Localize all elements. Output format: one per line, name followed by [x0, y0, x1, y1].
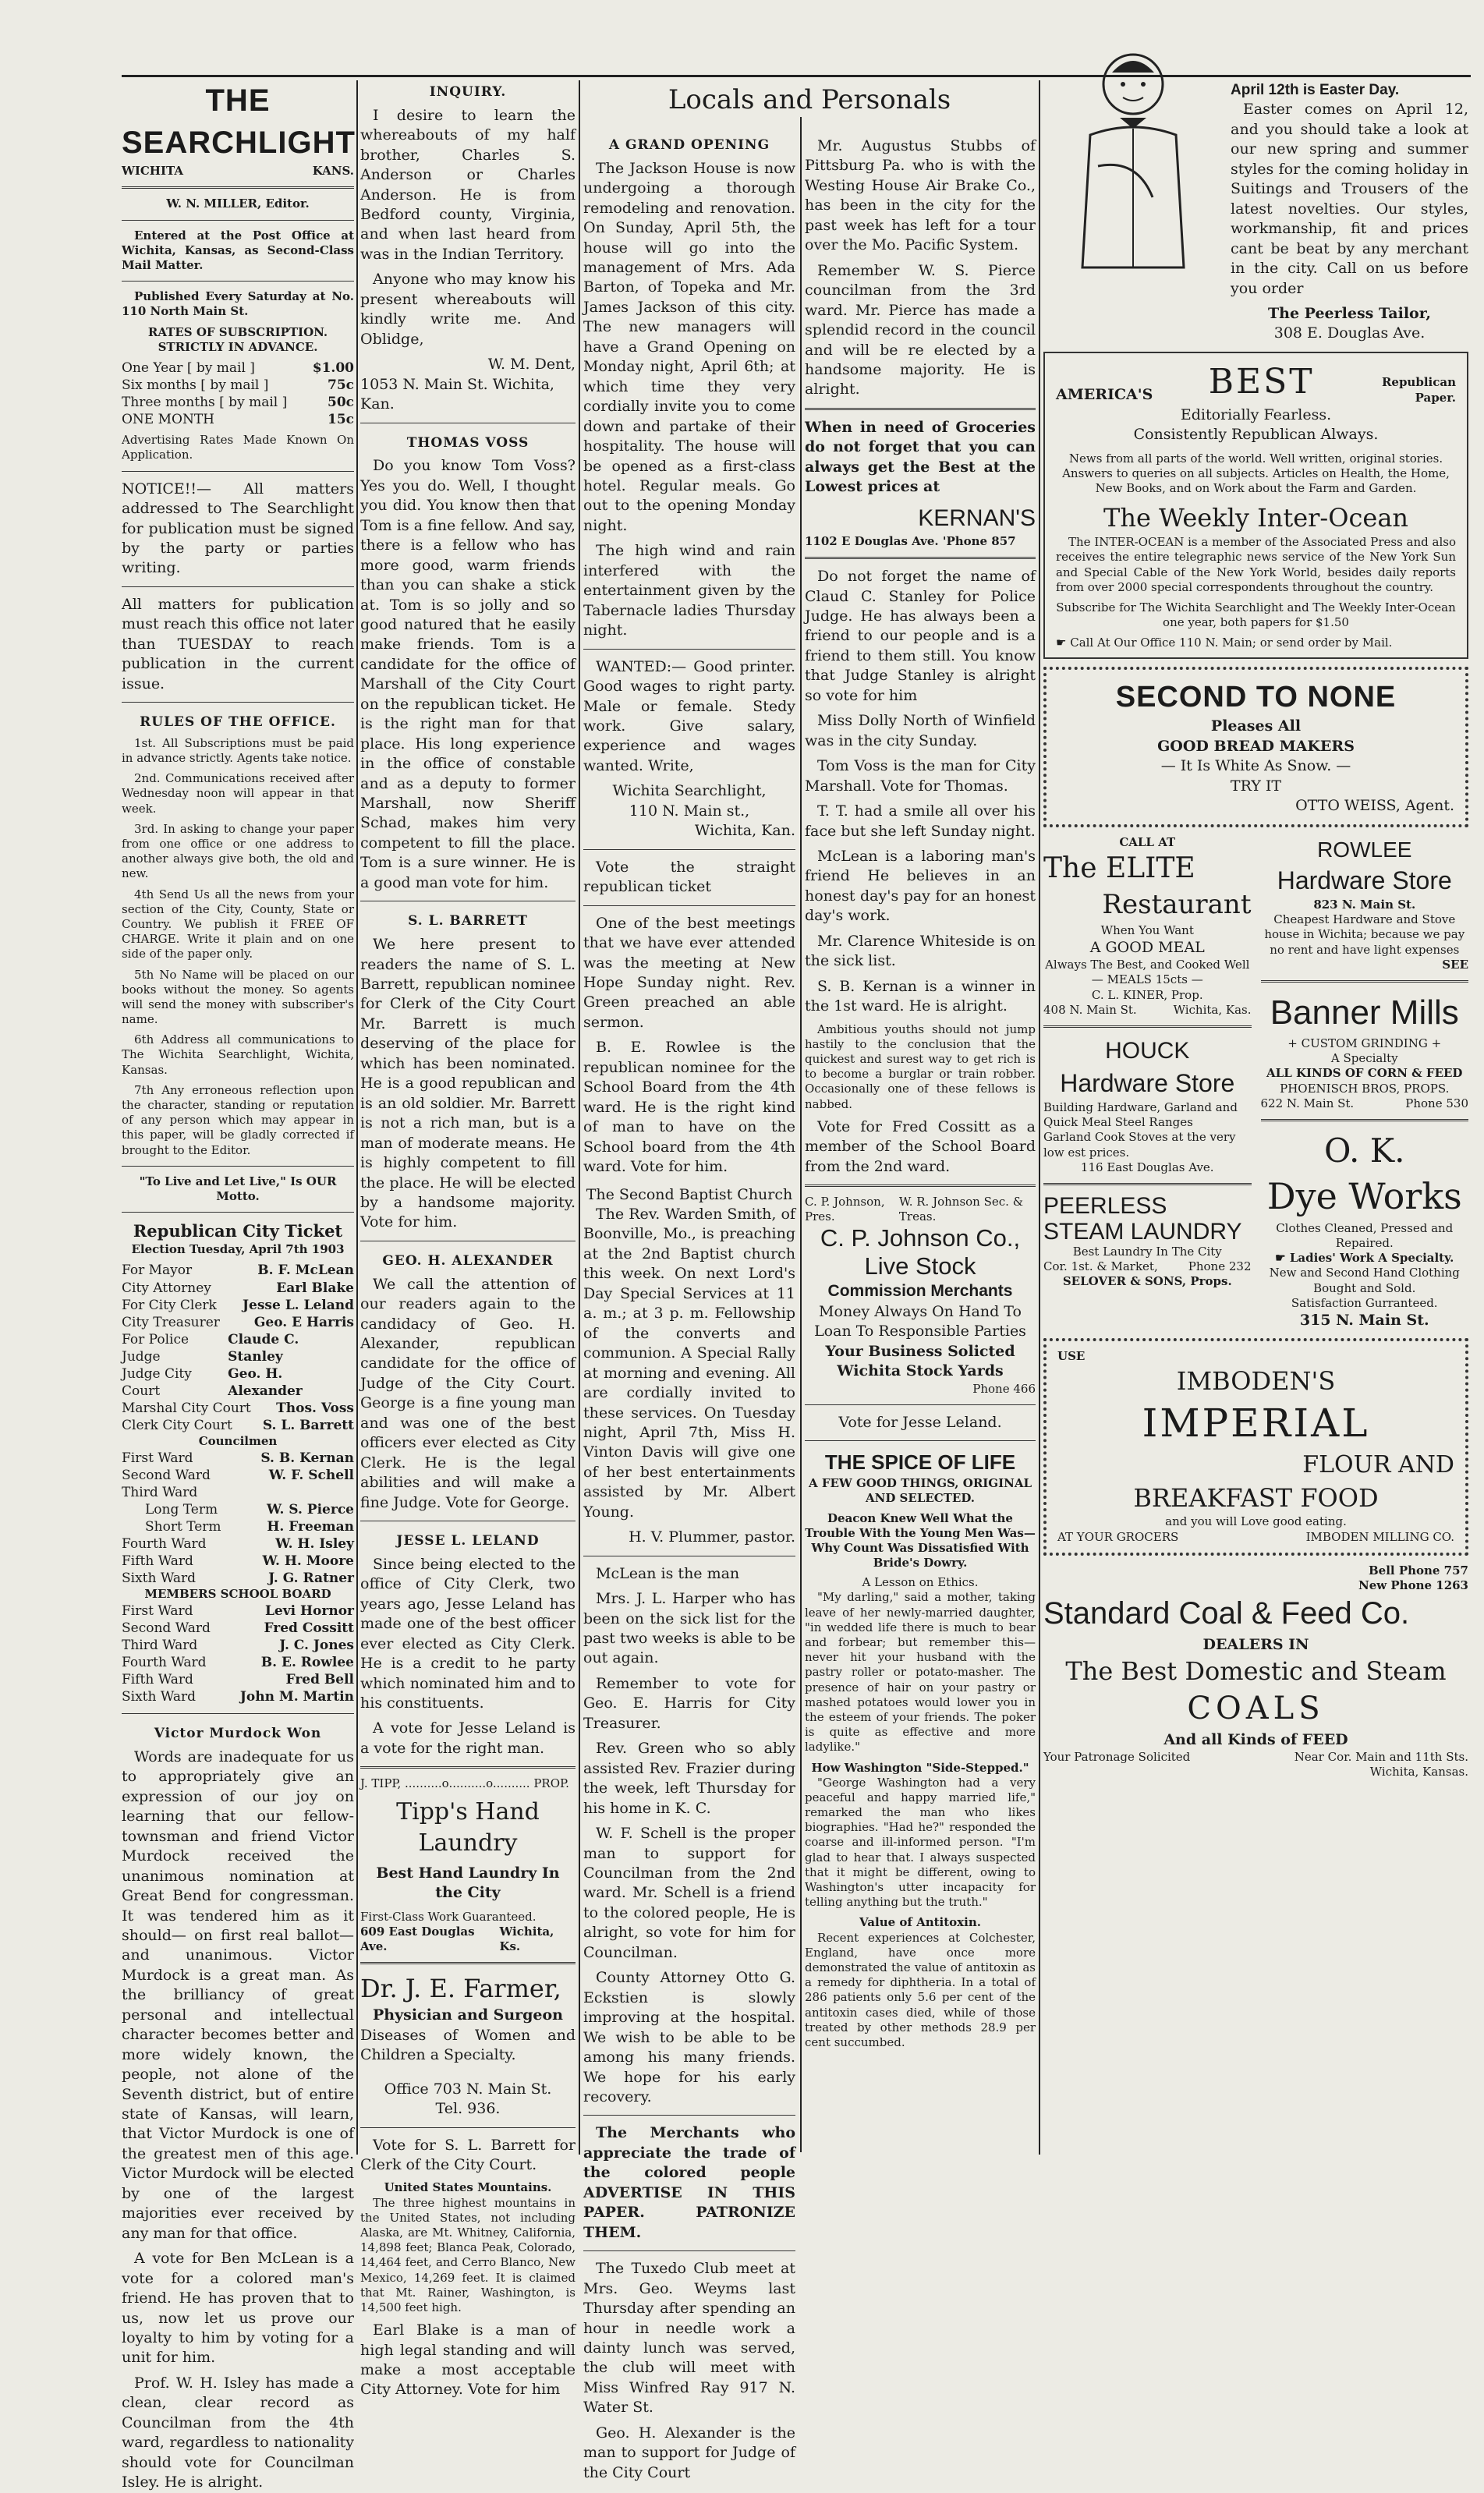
- banner-all: ALL KINDS OF CORN & FEED: [1266, 1066, 1463, 1081]
- council-row: Short Term H. Freeman: [145, 1518, 354, 1535]
- stn-agent: OTTO WEISS, Agent.: [1295, 797, 1454, 815]
- rowlee-desc: Cheapest Hardware and Stove house in Wichita; because we pay no rent and have light expenses: [1264, 912, 1465, 957]
- divider: [122, 471, 354, 472]
- inquiry-title: INQUIRY.: [429, 84, 507, 100]
- inquiry-address: 1053 N. Main St. Wichita, Kan.: [360, 375, 554, 413]
- sc-best: The Best Domestic and Steam: [1065, 1656, 1447, 1687]
- banner-name: Banner Mills: [1270, 993, 1459, 1032]
- washington-title: How Washington "Side-Stepped.": [811, 1760, 1029, 1775]
- mclean-text: A vote for Ben McLean is a vote for a colored man's friend. He has proven that to us, now let us prove our loyalty to him by voting for a unit for him.: [122, 2250, 354, 2367]
- ticket-row: For Police Judge Claude C. Stanley: [122, 1331, 299, 1365]
- farmer-specialty: Diseases of Women and Children a Specialty.: [360, 2026, 576, 2064]
- sc-feed: And all Kinds of FEED: [1163, 1730, 1348, 1748]
- farmer-office: Office 703 N. Main St.: [384, 2080, 552, 2098]
- masthead-state: KANS.: [312, 164, 354, 179]
- banner-props: PHOENISCH BROS, PROPS.: [1280, 1081, 1450, 1096]
- divider: [583, 2250, 795, 2251]
- houck-desc2: Garland Cook Stoves at the very low est prices.: [1043, 1130, 1236, 1160]
- school-row: Sixth Ward John M. Martin: [122, 1689, 354, 1705]
- leland-title: JESSE L. LELAND: [396, 1533, 540, 1549]
- stanley-text: Do not forget the name of Claud C. Stanley for Police Judge. He has always been a friend to our people and is a friend to them still. You know that Judge Stanley is alright so vote for him: [805, 568, 1036, 704]
- johnson-yards: Wichita Stock Yards: [837, 1362, 1004, 1380]
- rates-row: Six months [ by mail ] 75c: [122, 377, 354, 393]
- johnson-officers: C. P. Johnson, Pres. W. R. Johnson Sec. & Treas.: [805, 1195, 1024, 1224]
- rowlee-see: SEE: [1442, 957, 1468, 972]
- rules-list: [122, 736, 354, 1158]
- ticket-row: For City Clerk Jesse L. Leland: [122, 1297, 354, 1313]
- ok-new: New and Second Hand Clothing Bought and Sold.: [1269, 1266, 1460, 1295]
- peerless-heading: April 12th is Easter Day.: [1231, 82, 1400, 98]
- rules-title: RULES OF THE OFFICE.: [140, 714, 336, 731]
- sc-coals: COALS: [1187, 1691, 1325, 1727]
- rates-row: ONE MONTH 15c: [122, 412, 354, 428]
- divider: [1261, 980, 1469, 983]
- ok-dye: Dye Works: [1266, 1175, 1462, 1218]
- divider: [1261, 1119, 1469, 1121]
- baptist-signature: H. V. Plummer, pastor.: [629, 1528, 795, 1546]
- stn-bread: GOOD BREAD MAKERS: [1157, 737, 1355, 755]
- masthead-title: THE SEARCHLIGHT: [122, 83, 356, 160]
- ad-grid-left: [1043, 835, 1252, 1331]
- imboden-ad: [1043, 1338, 1468, 1556]
- barrett-title: S. L. BARRETT: [408, 913, 528, 930]
- ok-ladies: ☛ Ladies' Work A Specialty.: [1275, 1251, 1454, 1266]
- imboden-imperial: IMPERIAL: [1142, 1401, 1370, 1447]
- tipp-tagline: Best Hand Laundry In the City: [376, 1864, 560, 1902]
- elite-prop: C. L. KINER, Prop.: [1091, 987, 1203, 1002]
- divider: [805, 1404, 1036, 1405]
- rowlee-hardware: Hardware Store: [1277, 866, 1452, 895]
- imboden-footer: AT YOUR GROCERS IMBODEN MILLING CO.: [1057, 1529, 1454, 1544]
- pl-address-row: Cor. 1st. & Market, Phone 232: [1043, 1259, 1252, 1274]
- ticket-election: Election Tuesday, April 7th 1903: [131, 1242, 345, 1257]
- leland-text: Since being elected to the office of City Clerk, two years ago, Jesse Leland has made one of the best officer ever elected as City Clerk. He is a credit to he party which nominated him and to his constituents.: [360, 1555, 576, 1712]
- voss-text: Do you know Tom Voss? Yes you do. Well, I thought you did. You know then that Tom is a fine fellow. And say, there is a fellow who has more good, warm friends than you can shake a stick at. Tom is so jolly and so good natured that he easily make friends. Tom is a candidate for the office of Marshall of the City Court on the republican ticket. He is the right man for that place. His long experience in the office of constable and as a deputy to former Marshall, now Sheriff Schad, makes him very competent to fill the place. Tom is a sure winner. He is a good man vote for him.: [360, 457, 576, 891]
- council-row: Second Ward W. F. Schell: [122, 1467, 354, 1483]
- harper-text: Mrs. J. L. Harper who has been on the sick list for the past two weeks is able to be out again.: [583, 1590, 795, 1667]
- inter-ocean-ad: [1043, 352, 1468, 659]
- rule-item: 3rd. In asking to change your paper from one office or one address to another always give both, the old and new.: [122, 821, 354, 881]
- stn-title: SECOND TO NONE: [1115, 680, 1397, 714]
- rowlee-name: ROWLEE: [1317, 837, 1412, 862]
- washington-text: "George Washington had a very peaceful and happy married life," remarked the man who likes biographies. "Had he?" responded the coarse and ill-informed person. "I'm glad to hear that. I always suspected that it might be different, owing to Washington's utter incapacity for telling anything but the truth.": [805, 1775, 1036, 1910]
- opening-text: The Jackson House is now undergoing a thorough remodeling and renovation. On Sunday, April 5th, the house will go into the management of Mrs. Ada Barton, of Topeka and Mr. James Jackson of this city. The new managers will have a Grand Opening on Monday night, April 6th; at which time they very cordially invite you to come down and partake of their hospitality. The house will be opened as a first-class hotel. Regular meals. Go out to the opening Monday night.: [583, 159, 795, 534]
- banner-spec: A Specialty: [1330, 1051, 1398, 1066]
- sc-bell: Bell Phone 757: [1368, 1563, 1468, 1578]
- antitoxin-text: Recent experiences at Colchester, England, have once more demonstrated the value of antitoxin as a remedy for diphtheria. In a total of 286 patients only 5.6 per cent of the antitoxin cases died, while of those treated by other methods 28.9 per cent succumbed.: [805, 1930, 1036, 2049]
- tipp-prop-line: J. TIPP, ..........o..........o.......... PROP.: [360, 1776, 569, 1791]
- divider: [583, 905, 795, 906]
- council-row: Long Term W. S. Pierce: [145, 1501, 354, 1517]
- johnson-commission: Commission Merchants: [827, 1281, 1013, 1300]
- murdock-text: Words are inadequate for us to appropriately give an expression of our joy on learning that our fellow-townsman and friend Victor Murdock received the unanimous nomination at Great Bend for congressman. It was tendered him as it should— on first real ballot—and unanimous. Victor Murdock is a great man. As the brilliancy of great personal and intellectual character becomes better and more widely known, the people, not alone of the Seventh district, but of entire state of Kansas, will learn, that Victor Murdock is one of the greatest men of this age. Victor Murdock will be elected by one of the largest majorities ever received by any man for that office.: [122, 1748, 354, 2242]
- deadline-notice: All matters for publication must reach this office not later than TUESDAY to reach publication in the current issue.: [122, 595, 354, 692]
- peerless-laundry-name: PEERLESS STEAM LAUNDRY: [1043, 1193, 1242, 1245]
- io-description: The INTER-OCEAN is a member of the Associated Press and also receives the entire telegraphic news service of the New York Sun and Special Cable of the New York World, besides daily reports from over 2000 special correspondents throughout the country.: [1056, 535, 1456, 594]
- elite-address-row: 408 N. Main St. Wichita, Kas.: [1043, 1002, 1252, 1017]
- mclean-text: McLean is the man: [596, 1564, 740, 1582]
- imboden-love: and you will Love good eating.: [1165, 1514, 1347, 1529]
- rain-text: The high wind and rain interfered with the entertainment given by the Tabernacle ladies Thursday night.: [583, 542, 795, 639]
- inquiry-text: I desire to learn the whereabouts of my half brother, Charles S. Anderson or Charles Anderson. He is from Bedford county, Virginia, and when last heard from was in the Indian Territory.: [360, 106, 576, 263]
- council-row: Sixth Ward J. G. Ratner: [122, 1571, 354, 1587]
- wanted-text: WANTED:— Good printer. Good wages to right party. Male or female. Stedy work. Give salary, experience and wages wanted. Write,: [583, 657, 795, 774]
- ticket-row: Judge City Court Geo. H. Alexander: [122, 1366, 303, 1400]
- io-call: ☛ Call At Our Office 110 N. Main; or send order by Mail.: [1056, 636, 1393, 650]
- divider: [122, 586, 354, 587]
- deacon-title: Deacon Knew Well What the Trouble With the Young Men Was— Why Count Was Dissatisfied With Bride's Dowry.: [805, 1510, 1036, 1571]
- imboden-use: USE: [1057, 1349, 1086, 1364]
- rates-title: RATES OF SUBSCRIPTION.: [147, 324, 328, 339]
- school-row: Third Ward J. C. Jones: [122, 1637, 354, 1653]
- isley-text: Prof. W. H. Isley has made a clean, clear record as Councilman from the 4th ward, regardless to nationality should vote for Councilman Isley. He is alright.: [122, 2374, 354, 2491]
- ticket-row: Clerk City Court S. L. Barrett: [122, 1418, 354, 1434]
- ticket-list: [122, 1262, 354, 1705]
- antitoxin-title: Value of Antitoxin.: [859, 1915, 981, 1930]
- mclean-text: McLean is a laboring man's friend He believes in an honest day's pay for an honest day's work.: [805, 847, 1036, 925]
- peerless-address: 308 E. Douglas Ave.: [1273, 324, 1426, 342]
- elite-restaurant: Restaurant: [1102, 889, 1252, 921]
- second-to-none-ad: [1043, 667, 1468, 827]
- opening-title: A GRAND OPENING: [608, 137, 770, 153]
- divider: [122, 281, 354, 282]
- io-top: AMERICA'S: [1056, 386, 1153, 404]
- imboden-breakfast: BREAKFAST FOOD: [1133, 1482, 1379, 1513]
- rule-item: 7th Any erroneous reflection upon the character, standing or reputation of any person which may appear in this paper, will be gladly corrected if brought to the Editor.: [122, 1082, 354, 1157]
- pointing-hand-icon: ☛: [1275, 1251, 1290, 1266]
- masthead-editor: W. N. MILLER, Editor.: [166, 197, 310, 211]
- divider: [122, 186, 354, 189]
- harris-text: Remember to vote for Geo. E. Harris for City Treasurer.: [583, 1674, 795, 1732]
- notice: NOTICE!!— All matters addressed to The Searchlight for publication must be signed by the party or parties writing.: [122, 480, 354, 577]
- smile-text: T. T. had a smile all over his face but she left Sunday night.: [805, 802, 1036, 840]
- column-3: [583, 80, 795, 2481]
- ethics-title: A Lesson on Ethics.: [862, 1575, 979, 1590]
- houck-name: HOUCK: [1105, 1038, 1190, 1064]
- school-heading: MEMBERS SCHOOL BOARD: [144, 1587, 331, 1602]
- motto: "To Live and Let Live," Is OUR Motto.: [139, 1174, 337, 1203]
- rates-note: Advertising Rates Made Known On Application.: [122, 433, 354, 462]
- divider: [360, 1962, 576, 1964]
- divider: [583, 2115, 795, 2116]
- farmer-name: Dr. J. E. Farmer,: [360, 1974, 561, 2004]
- mountains-title: United States Mountains.: [384, 2180, 552, 2195]
- ad-grid: [1043, 835, 1468, 1331]
- divider: [360, 1766, 576, 1769]
- council-row: First Ward S. B. Kernan: [122, 1450, 354, 1466]
- divider: [122, 220, 354, 221]
- divider: [122, 1713, 354, 1714]
- stubbs-text: Mr. Augustus Stubbs of Pittsburg Pa. who is with the Westing House Air Brake Co., has been in the city for the past week has left for a tour over the Mo. Pacific System.: [805, 137, 1036, 254]
- peerless-tailor-text: [1231, 80, 1468, 344]
- schell-text: W. F. Schell is the proper man to support for Councilman from the 2nd ward. Mr. Schell is a friend to the colored people, He is alright, so vote for him for Councilman.: [583, 1825, 795, 1961]
- locals-heading: Locals and Personals: [668, 84, 951, 115]
- spice-title: THE SPICE OF LIFE: [824, 1450, 1016, 1475]
- io-best: BEST: [1208, 361, 1315, 402]
- io-subscribe: Subscribe for The Wichita Searchlight and The Weekly Inter-Ocean one year, both papers for $1.50: [1056, 600, 1456, 630]
- divider: [583, 649, 795, 650]
- kernan-text: S. B. Kernan is a winner in the 1st ward. He is alright.: [805, 977, 1036, 1015]
- kernan-name: KERNAN'S: [918, 505, 1036, 531]
- school-row: Second Ward Fred Cossitt: [122, 1620, 354, 1636]
- rates-row: Three months [ by mail ] 50c: [122, 395, 354, 411]
- masthead-entered: Entered at the Post Office at Wichita, Kansas, as Second-Class Mail Matter.: [122, 228, 354, 272]
- rowlee-address: 823 N. Main St.: [1313, 898, 1416, 912]
- farmer-tel: Tel. 936.: [435, 2100, 501, 2118]
- johnson-money: Money Always On Hand To Loan To Responsible Parties: [814, 1302, 1026, 1340]
- alexander-title: GEO. H. ALEXANDER: [382, 1252, 554, 1269]
- divider: [122, 1212, 354, 1213]
- merchants-notice: The Merchants who appreciate the trade of the colored people ADVERTISE IN THIS PAPER. PATRONIZE THEM.: [583, 2124, 795, 2241]
- masthead-city: WICHITA: [122, 164, 183, 179]
- baptist-text: The Rev. Warden Smith, of Boonville, Mo., is preaching at the 2nd Baptist church this week. On next Lord's Day Special Services at 11 a. m.; at 3 p. m. Fellowship of the converts and communion. A Special Rally at morning and evening. All are cordially invited to these services. On Tuesday night, April 7th, Miss H. Vinton Davis will give one of her best entertainments assisted by Mr. Albert Young.: [583, 1205, 795, 1521]
- sc-city: Wichita, Kansas.: [1369, 1765, 1468, 1779]
- column-rule: [1039, 80, 1040, 2155]
- wanted-signature: Wichita Searchlight,: [612, 782, 767, 800]
- rule-item: 4th Send Us all the news from your section of the City, County, State or Country. We publish it FREE OF CHARGE. Write it plain and on one side of the paper only.: [122, 887, 354, 961]
- kernan-address: 1102 E Douglas Ave. 'Phone 857: [805, 533, 1016, 548]
- divider: [1043, 1025, 1252, 1028]
- ok-clean: Clothes Cleaned, Pressed and Repaired.: [1276, 1220, 1454, 1250]
- johnson-solicit: Your Business Solicted: [825, 1342, 1015, 1360]
- johnson-livestock: Live Stock: [864, 1252, 976, 1280]
- divider: [583, 849, 795, 850]
- imboden-name: IMBODEN'S: [1176, 1365, 1336, 1396]
- ticket-row: For Mayor B. F. McLean: [122, 1262, 354, 1279]
- banner-custom: + CUSTOM GRINDING +: [1287, 1036, 1442, 1050]
- council-row: Fifth Ward W. H. Moore: [122, 1553, 354, 1570]
- peerless-tailor-ad: [1043, 80, 1468, 344]
- council-row: Third Ward: [122, 1484, 198, 1500]
- divider: [122, 702, 354, 703]
- divider: [805, 1440, 1036, 1441]
- eckstien-text: County Attorney Otto G. Eckstien is slowly improving at the hospital. We wish to be able to be among his many friends. We hope for his early recovery.: [583, 1969, 795, 2105]
- elite-meals: — MEALS 15cts —: [1091, 972, 1203, 987]
- masthead-dateline: [122, 164, 354, 179]
- peerless-name: The Peerless Tailor,: [1268, 304, 1431, 322]
- rowlee-text: B. E. Rowlee is the republican nominee for the School Board from the 4th ward. He is the right kind of man to have on the School board from the 4th ward. Vote for him.: [583, 1039, 795, 1176]
- johnson-name: C. P. Johnson Co.,: [820, 1224, 1021, 1252]
- pl-best: Best Laundry In The City: [1072, 1245, 1222, 1259]
- council-heading: Councilmen: [198, 1434, 278, 1449]
- voss-text: Tom Voss is the man for City Marshall. Vote for Thomas.: [805, 757, 1036, 795]
- divider: [805, 1185, 1036, 1187]
- divider: [805, 408, 1036, 410]
- imboden-flour: FLOUR AND: [1302, 1451, 1454, 1479]
- whiteside-text: Mr. Clarence Whiteside is on the sick list.: [805, 932, 1036, 970]
- stn-try: TRY IT: [1230, 777, 1282, 795]
- wanted-signature: Wichita, Kan.: [694, 822, 795, 840]
- rule-item: 5th No Name will be placed on our books without the money. So agents will send the money with subscriber's name.: [122, 967, 354, 1027]
- ok-sat: Satisfaction Gurranteed.: [1291, 1295, 1438, 1310]
- divider: [1043, 1183, 1252, 1185]
- peerless-text: Easter comes on April 12, and you should take a look at our new spring and summer styles for the coming holiday in Suitings and Trousers of the latest novelties. Our styles, workmanship, fit and prices cant be beat by any merchant in the city. Call on us before you order: [1231, 101, 1468, 297]
- alexander-text: We call the attention of our readers again to the candidacy of Geo. H. Alexander, republican candidate for the office of Judge of the City Court. George is a fine young man and was one of the best officers ever elected as City Clerk. He is the legal abilities and will make a fine Judge. Vote for George.: [360, 1275, 576, 1511]
- column-4: [805, 80, 1036, 2162]
- ticket-title: Republican City Ticket: [133, 1221, 343, 1241]
- school-row: Fifth Ward Fred Bell: [122, 1671, 354, 1687]
- inquiry-signature: W. M. Dent,: [487, 356, 576, 374]
- tailor-figure-icon: [1043, 80, 1223, 228]
- ok-name: O. K.: [1324, 1131, 1405, 1170]
- rates-row: One Year [ by mail ] $1.00: [122, 359, 354, 376]
- murdock-title: Victor Murdock Won: [154, 1726, 322, 1742]
- voss-title: THOMAS VOSS: [406, 434, 529, 451]
- rule-item: 2nd. Communications received after Wednesday noon will appear in that week.: [122, 771, 354, 816]
- column-rule: [579, 80, 580, 2155]
- top-rule: [122, 75, 1471, 77]
- column-rule: [800, 117, 802, 2152]
- pl-props: SELOVER & SONS, Props.: [1062, 1274, 1232, 1289]
- ticket-row: City Treasurer Geo. E Harris: [122, 1314, 354, 1330]
- ok-address: 315 N. Main St.: [1299, 1311, 1429, 1329]
- elite-meal: A GOOD MEAL: [1089, 938, 1205, 956]
- spice-subtitle: A FEW GOOD THINGS, ORIGINAL AND SELECTED.: [808, 1476, 1032, 1506]
- vote-ticket: Vote the straight republican ticket: [583, 858, 795, 896]
- io-consistently: Consistently Republican Always.: [1133, 426, 1379, 444]
- houck-desc: Building Hardware, Garland and Quick Meal Steel Ranges: [1043, 1100, 1238, 1130]
- youths-text: Ambitious youths should not jump hastily to the conclusion that the quickest and surest way to get rich is to become a burglar or train robber. Occasionally one of these fellows is nabbed.: [805, 1022, 1036, 1111]
- ethics-text: "My darling," said a mother, taking leave of her newly-married daughter, "in wedded life there is much to bear and forbear; but remember this— never hit your husband with the pastry roller or potato-masher. The presence of hair on your pastry or mashed potatoes would lower you in the esteem of your friends. The poker is quite as effective and more ladylike.": [805, 1590, 1036, 1755]
- tipp-name: Tipp's Hand Laundry: [396, 1797, 540, 1857]
- tipp-guarantee: First-Class Work Guaranteed.: [360, 1909, 537, 1924]
- column-1: [122, 80, 356, 2491]
- rule-item: 6th Address all communications to The Wichita Searchlight, Wichita, Kansas.: [122, 1032, 354, 1077]
- tipp-address-row: 609 East Douglas Ave. Wichita, Ks.: [360, 1925, 554, 1954]
- sc-dealers: DEALERS IN: [1202, 1635, 1309, 1653]
- houck-hardware: Hardware Store: [1060, 1069, 1235, 1098]
- column-5: [1043, 80, 1468, 2162]
- wanted-signature: 110 N. Main st.,: [629, 802, 750, 820]
- tuxedo-text: The Tuxedo Club meet at Mrs. Geo. Weyms last Thursday after spending an hour in needle work a dainty lunch was served, the club will meet with Miss Winfred Ray 917 N. Water St.: [583, 2260, 795, 2417]
- ad-grid-right: [1261, 835, 1469, 1331]
- divider: [122, 1166, 354, 1167]
- column-rule: [356, 80, 358, 2155]
- io-news: News from all parts of the world. Well written, original stories. Answers to queries on all subjects. Articles on Health, the Home, New Books, and on Work about the Farm and Garden.: [1062, 451, 1450, 496]
- rates-subtitle: STRICTLY IN ADVANCE.: [158, 339, 318, 354]
- io-editorially: Editorially Fearless.: [1180, 405, 1332, 423]
- divider: [805, 557, 1036, 559]
- stn-pleases: Pleases All: [1210, 717, 1302, 735]
- barrett-vote: Vote for S. L. Barrett for Clerk of the City Court.: [360, 2136, 576, 2173]
- io-republican: Republican Paper.: [1381, 375, 1456, 405]
- ticket-row: Marshal City Court Thos. Voss: [122, 1401, 354, 1417]
- banner-address-row: 622 N. Main St. Phone 530: [1260, 1096, 1468, 1110]
- council-row: Fourth Ward W. H. Isley: [122, 1536, 354, 1553]
- cossitt-text: Vote for Fred Cossitt as a member of the School Board from the 2nd ward.: [805, 1117, 1036, 1175]
- elite-call: CALL AT: [1119, 834, 1176, 849]
- sc-newphone: New Phone 1263: [1358, 1578, 1468, 1593]
- blake-text: Earl Blake is a man of high legal standing and will make a most acceptable City Attorney. Vote for him: [360, 2321, 576, 2399]
- column-2: [360, 80, 576, 2399]
- school-row: First Ward Levi Hornor: [122, 1602, 354, 1619]
- johnson-phone: Phone 466: [972, 1381, 1036, 1396]
- green-text: Rev. Green who so ably assisted Rev. Frazier during the week, left Thursday for his home in K. C.: [583, 1740, 795, 1817]
- pointing-hand-icon: ☛: [1056, 636, 1071, 650]
- farmer-title: Physician and Surgeon: [372, 2006, 563, 2024]
- barrett-text: We here present to readers the name of S. L. Barrett, republican nominee for Clerk of the City Court Mr. Barrett is much deserving of the place for which has been nominated. He is a good republican and is an old soldier. Mr. Barrett is not a rich man, but is a man of moderate means. He is highly competent to fill the place. He will be elected by a handsome majority. Vote for him.: [360, 936, 576, 1231]
- leland-text: A vote for Jesse Leland is a vote for the right man.: [360, 1719, 576, 1757]
- ticket-row: City Attorney Earl Blake: [122, 1280, 354, 1296]
- inquiry-text: Anyone who may know his present whereabouts will kindly write me. And Oblidge,: [360, 271, 576, 348]
- rule-item: 1st. All Subscriptions must be paid in advance strictly. Agents take notice.: [122, 735, 354, 766]
- elite-name: The ELITE: [1043, 852, 1195, 884]
- elite-always: Always The Best, and Cooked Well: [1045, 958, 1250, 972]
- school-row: Fourth Ward B. E. Rowlee: [122, 1654, 354, 1670]
- kernan-ad-text: When in need of Groceries do not forget that you can always get the Best at the Lowest prices at: [805, 418, 1036, 496]
- mountains-text: The three highest mountains in the United States, not including Alaska, are Mt. Whitney, California, 14,898 feet; Blanca Peak, Colorado, 14,464 feet, and Cerro Blanco, New Mexico, 14,269 feet. It is claimed that Mt. Rainer, Washington, is 14,500 feet high.: [360, 2195, 576, 2314]
- elite-want: When You Want: [1100, 922, 1194, 937]
- io-name: The Weekly Inter-Ocean: [1103, 503, 1409, 533]
- sc-footer: Your Patronage Solicited Near Cor. Main and 11th Sts.: [1043, 1750, 1468, 1765]
- leland-vote: Vote for Jesse Leland.: [838, 1413, 1002, 1431]
- divider: [360, 2127, 576, 2128]
- masthead-published: Published Every Saturday at No. 110 North Main St.: [122, 289, 354, 319]
- alexander-text: Geo. H. Alexander is the man to support for Judge of the City Court: [583, 2424, 795, 2481]
- houck-address: 116 East Douglas Ave.: [1080, 1160, 1214, 1174]
- rates-table: [122, 359, 354, 428]
- stn-white: — It Is White As Snow. —: [1160, 757, 1351, 775]
- north-text: Miss Dolly North of Winfield was in the city Sunday.: [805, 712, 1036, 749]
- sc-name: Standard Coal & Feed Co.: [1043, 1596, 1410, 1631]
- meeting-text: One of the best meetings that we have ever attended was the meeting at New Hope Sunday night. Rev. Green preached an able sermon.: [583, 914, 795, 1031]
- pierce-text: Remember W. S. Pierce councilman from the 3rd ward. Mr. Pierce has made a splendid record in the council and will be re elected by a handsome majority. He is alright.: [805, 261, 1036, 398]
- baptist-title: The Second Baptist Church: [586, 1185, 793, 1203]
